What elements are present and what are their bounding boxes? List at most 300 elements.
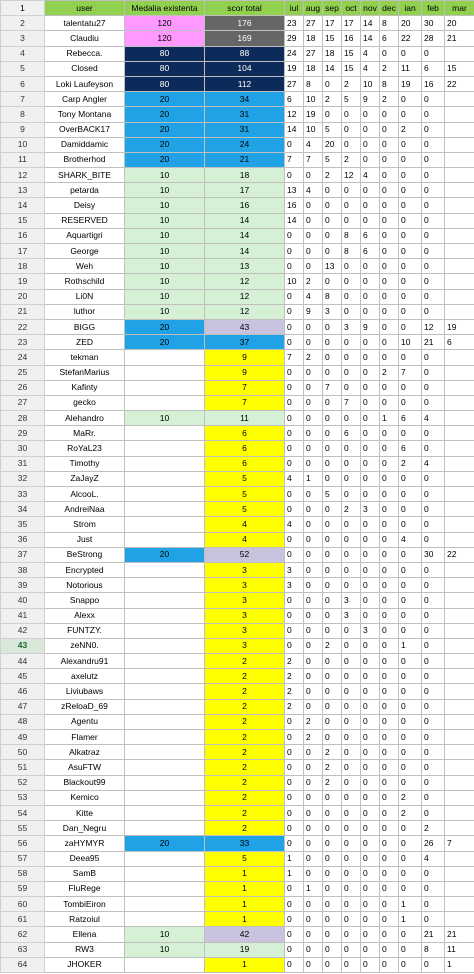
month-cell[interactable]: 0 [422,775,445,790]
row-number[interactable]: 18 [1,259,45,274]
month-cell[interactable]: 0 [399,593,422,608]
month-cell[interactable] [445,411,474,426]
month-cell[interactable]: 0 [342,866,361,881]
month-cell[interactable] [445,122,474,137]
month-cell[interactable]: 0 [285,821,304,836]
score-cell[interactable]: 1 [205,912,285,927]
month-cell[interactable]: 0 [323,471,342,486]
month-cell[interactable]: 0 [399,244,422,259]
month-cell[interactable]: 0 [285,623,304,638]
score-cell[interactable]: 2 [205,775,285,790]
month-cell[interactable]: 0 [399,471,422,486]
month-cell[interactable]: 7 [399,365,422,380]
user-cell[interactable]: Loki Laufeyson [45,76,125,91]
month-cell[interactable]: 0 [323,350,342,365]
header-month[interactable]: ian [399,1,422,16]
month-cell[interactable]: 0 [361,562,380,577]
month-cell[interactable]: 1 [285,866,304,881]
score-cell[interactable]: 6 [205,426,285,441]
month-cell[interactable] [445,365,474,380]
month-cell[interactable]: 2 [380,61,399,76]
month-cell[interactable]: 0 [304,638,323,653]
score-cell[interactable]: 12 [205,274,285,289]
medal-cell[interactable]: 10 [125,927,205,942]
month-cell[interactable]: 0 [342,441,361,456]
month-cell[interactable]: 0 [422,380,445,395]
score-cell[interactable]: 3 [205,638,285,653]
month-cell[interactable]: 3 [323,304,342,319]
score-cell[interactable]: 31 [205,107,285,122]
month-cell[interactable]: 0 [380,593,399,608]
month-cell[interactable]: 12 [285,107,304,122]
month-cell[interactable]: 0 [399,198,422,213]
month-cell[interactable]: 0 [380,897,399,912]
header-month[interactable]: aug [304,1,323,16]
row-number[interactable]: 44 [1,654,45,669]
month-cell[interactable]: 0 [399,107,422,122]
user-cell[interactable]: Damiddamic [45,137,125,152]
month-cell[interactable]: 0 [422,502,445,517]
month-cell[interactable]: 0 [285,259,304,274]
month-cell[interactable]: 6 [380,31,399,46]
month-cell[interactable]: 0 [285,426,304,441]
month-cell[interactable] [445,714,474,729]
month-cell[interactable]: 0 [304,259,323,274]
month-cell[interactable]: 0 [361,547,380,562]
month-cell[interactable]: 1 [285,851,304,866]
month-cell[interactable]: 0 [285,395,304,410]
row-number[interactable]: 20 [1,289,45,304]
month-cell[interactable]: 0 [399,684,422,699]
month-cell[interactable]: 0 [342,289,361,304]
month-cell[interactable]: 0 [342,274,361,289]
month-cell[interactable]: 3 [361,502,380,517]
month-cell[interactable]: 10 [399,335,422,350]
row-number[interactable]: 58 [1,866,45,881]
month-cell[interactable]: 0 [323,547,342,562]
medal-cell[interactable] [125,775,205,790]
month-cell[interactable]: 0 [399,487,422,502]
month-cell[interactable]: 9 [361,319,380,334]
user-cell[interactable]: luthor [45,304,125,319]
month-cell[interactable]: 0 [361,851,380,866]
month-cell[interactable]: 0 [380,289,399,304]
month-cell[interactable]: 0 [361,152,380,167]
month-cell[interactable]: 0 [380,168,399,183]
month-cell[interactable]: 0 [323,244,342,259]
month-cell[interactable]: 0 [422,289,445,304]
month-cell[interactable]: 23 [285,16,304,31]
month-cell[interactable]: 7 [323,380,342,395]
month-cell[interactable]: 12 [342,168,361,183]
month-cell[interactable]: 0 [323,274,342,289]
row-number[interactable]: 56 [1,836,45,851]
medal-cell[interactable] [125,380,205,395]
score-cell[interactable]: 52 [205,547,285,562]
month-cell[interactable]: 0 [399,213,422,228]
month-cell[interactable]: 2 [323,760,342,775]
month-cell[interactable]: 0 [304,411,323,426]
month-cell[interactable]: 0 [323,532,342,547]
month-cell[interactable]: 0 [380,714,399,729]
month-cell[interactable]: 17 [342,16,361,31]
month-cell[interactable]: 6 [285,92,304,107]
month-cell[interactable]: 0 [304,836,323,851]
month-cell[interactable] [445,168,474,183]
month-cell[interactable]: 0 [304,456,323,471]
month-cell[interactable]: 0 [342,669,361,684]
month-cell[interactable]: 0 [380,487,399,502]
row-number[interactable]: 51 [1,760,45,775]
month-cell[interactable]: 0 [399,274,422,289]
month-cell[interactable]: 0 [422,517,445,532]
month-cell[interactable]: 4 [361,61,380,76]
month-cell[interactable] [445,684,474,699]
user-cell[interactable]: Timothy [45,456,125,471]
row-number[interactable]: 12 [1,168,45,183]
month-cell[interactable]: 0 [399,319,422,334]
month-cell[interactable]: 0 [323,942,342,957]
month-cell[interactable] [445,152,474,167]
month-cell[interactable]: 0 [323,517,342,532]
score-cell[interactable]: 6 [205,441,285,456]
month-cell[interactable] [445,107,474,122]
medal-cell[interactable] [125,578,205,593]
medal-cell[interactable]: 120 [125,16,205,31]
month-cell[interactable]: 2 [399,805,422,820]
medal-cell[interactable] [125,623,205,638]
month-cell[interactable]: 0 [399,760,422,775]
medal-cell[interactable]: 10 [125,198,205,213]
month-cell[interactable]: 0 [304,532,323,547]
row-number[interactable]: 16 [1,228,45,243]
medal-cell[interactable]: 20 [125,152,205,167]
month-cell[interactable]: 0 [304,244,323,259]
month-cell[interactable]: 20 [323,137,342,152]
month-cell[interactable]: 2 [323,745,342,760]
month-cell[interactable]: 3 [361,623,380,638]
month-cell[interactable]: 0 [342,122,361,137]
month-cell[interactable]: 0 [285,411,304,426]
month-cell[interactable]: 0 [361,274,380,289]
user-cell[interactable]: FUNTZY. [45,623,125,638]
month-cell[interactable]: 16 [342,31,361,46]
month-cell[interactable]: 0 [285,502,304,517]
month-cell[interactable] [445,517,474,532]
month-cell[interactable] [445,380,474,395]
month-cell[interactable]: 0 [342,183,361,198]
user-cell[interactable]: George [45,244,125,259]
user-cell[interactable]: Snappo [45,593,125,608]
month-cell[interactable] [445,304,474,319]
month-cell[interactable]: 8 [323,289,342,304]
month-cell[interactable]: 22 [445,547,474,562]
month-cell[interactable]: 0 [422,137,445,152]
month-cell[interactable]: 14 [323,61,342,76]
month-cell[interactable]: 2 [304,350,323,365]
month-cell[interactable]: 0 [342,745,361,760]
month-cell[interactable]: 0 [380,805,399,820]
month-cell[interactable]: 0 [399,927,422,942]
medal-cell[interactable] [125,669,205,684]
month-cell[interactable] [445,562,474,577]
row-number[interactable]: 47 [1,699,45,714]
score-cell[interactable]: 2 [205,821,285,836]
month-cell[interactable]: 0 [342,517,361,532]
month-cell[interactable]: 5 [323,122,342,137]
row-number[interactable]: 55 [1,821,45,836]
month-cell[interactable]: 0 [304,957,323,972]
month-cell[interactable]: 12 [422,319,445,334]
month-cell[interactable]: 0 [361,699,380,714]
medal-cell[interactable]: 80 [125,46,205,61]
score-cell[interactable]: 16 [205,198,285,213]
medal-cell[interactable]: 20 [125,122,205,137]
score-cell[interactable]: 1 [205,897,285,912]
month-cell[interactable] [445,183,474,198]
month-cell[interactable]: 0 [285,836,304,851]
score-cell[interactable]: 2 [205,745,285,760]
month-cell[interactable]: 0 [422,790,445,805]
row-number[interactable]: 33 [1,487,45,502]
month-cell[interactable]: 0 [323,426,342,441]
month-cell[interactable]: 0 [380,441,399,456]
month-cell[interactable]: 0 [422,441,445,456]
score-cell[interactable]: 14 [205,244,285,259]
month-cell[interactable] [445,760,474,775]
month-cell[interactable]: 0 [361,532,380,547]
month-cell[interactable]: 0 [304,380,323,395]
medal-cell[interactable]: 10 [125,289,205,304]
month-cell[interactable]: 11 [445,942,474,957]
score-cell[interactable]: 13 [205,259,285,274]
month-cell[interactable]: 19 [285,61,304,76]
month-cell[interactable]: 0 [342,654,361,669]
month-cell[interactable]: 0 [380,304,399,319]
medal-cell[interactable] [125,957,205,972]
month-cell[interactable]: 0 [342,411,361,426]
month-cell[interactable]: 0 [285,168,304,183]
user-cell[interactable]: TombiEiron [45,897,125,912]
user-cell[interactable]: AndreiNaa [45,502,125,517]
month-cell[interactable]: 15 [342,61,361,76]
month-cell[interactable]: 0 [342,714,361,729]
month-cell[interactable]: 15 [323,31,342,46]
month-cell[interactable]: 27 [304,16,323,31]
user-cell[interactable]: SamB [45,866,125,881]
month-cell[interactable]: 0 [342,487,361,502]
month-cell[interactable]: 0 [304,897,323,912]
month-cell[interactable]: 0 [304,168,323,183]
month-cell[interactable]: 0 [285,441,304,456]
month-cell[interactable]: 13 [323,259,342,274]
month-cell[interactable]: 0 [361,487,380,502]
month-cell[interactable]: 0 [323,927,342,942]
month-cell[interactable]: 0 [399,866,422,881]
month-cell[interactable]: 0 [422,805,445,820]
score-cell[interactable]: 21 [205,152,285,167]
month-cell[interactable]: 0 [323,107,342,122]
month-cell[interactable]: 4 [422,456,445,471]
month-cell[interactable]: 3 [285,562,304,577]
month-cell[interactable]: 4 [361,46,380,61]
user-cell[interactable]: OverBACK17 [45,122,125,137]
month-cell[interactable]: 0 [285,593,304,608]
month-cell[interactable]: 0 [422,957,445,972]
month-cell[interactable]: 2 [323,775,342,790]
month-cell[interactable]: 0 [422,259,445,274]
score-cell[interactable]: 6 [205,456,285,471]
month-cell[interactable]: 2 [304,274,323,289]
row-number[interactable]: 63 [1,942,45,957]
row-number[interactable]: 49 [1,730,45,745]
month-cell[interactable]: 0 [361,745,380,760]
month-cell[interactable]: 0 [361,395,380,410]
user-cell[interactable]: zeNN0. [45,638,125,653]
month-cell[interactable]: 0 [380,547,399,562]
month-cell[interactable]: 7 [285,350,304,365]
month-cell[interactable]: 0 [380,730,399,745]
month-cell[interactable]: 0 [380,836,399,851]
month-cell[interactable]: 6 [399,411,422,426]
month-cell[interactable]: 0 [399,608,422,623]
month-cell[interactable]: 0 [380,426,399,441]
month-cell[interactable]: 0 [399,350,422,365]
row-number[interactable]: 28 [1,411,45,426]
month-cell[interactable]: 0 [304,213,323,228]
month-cell[interactable]: 0 [361,441,380,456]
medal-cell[interactable] [125,350,205,365]
medal-cell[interactable] [125,426,205,441]
month-cell[interactable]: 0 [361,365,380,380]
user-cell[interactable]: MaRr. [45,426,125,441]
row-number[interactable]: 64 [1,957,45,972]
month-cell[interactable]: 0 [323,684,342,699]
month-cell[interactable]: 0 [323,76,342,91]
month-cell[interactable]: 0 [323,213,342,228]
month-cell[interactable]: 0 [422,365,445,380]
month-cell[interactable]: 2 [399,456,422,471]
month-cell[interactable]: 0 [380,775,399,790]
month-cell[interactable] [445,654,474,669]
medal-cell[interactable] [125,714,205,729]
month-cell[interactable] [445,213,474,228]
month-cell[interactable]: 0 [422,745,445,760]
score-cell[interactable]: 4 [205,517,285,532]
user-cell[interactable]: petarda [45,183,125,198]
month-cell[interactable]: 0 [422,699,445,714]
month-cell[interactable]: 0 [285,137,304,152]
medal-cell[interactable]: 120 [125,31,205,46]
score-cell[interactable]: 2 [205,654,285,669]
month-cell[interactable]: 0 [323,699,342,714]
month-cell[interactable]: 0 [422,183,445,198]
row-number[interactable]: 1 [1,1,45,16]
month-cell[interactable]: 0 [422,654,445,669]
user-cell[interactable]: Weh [45,259,125,274]
month-cell[interactable]: 0 [399,289,422,304]
month-cell[interactable]: 0 [361,304,380,319]
month-cell[interactable]: 0 [380,669,399,684]
medal-cell[interactable]: 10 [125,183,205,198]
month-cell[interactable]: 0 [304,426,323,441]
month-cell[interactable]: 0 [422,46,445,61]
user-cell[interactable]: zReloaD_69 [45,699,125,714]
month-cell[interactable]: 0 [380,532,399,547]
medal-cell[interactable] [125,532,205,547]
row-number[interactable]: 43 [1,638,45,653]
medal-cell[interactable] [125,699,205,714]
medal-cell[interactable] [125,502,205,517]
row-number[interactable]: 45 [1,669,45,684]
month-cell[interactable]: 26 [422,836,445,851]
user-cell[interactable]: Tony Montana [45,107,125,122]
header-medal[interactable]: Medalia existenta [125,1,205,16]
score-cell[interactable]: 34 [205,92,285,107]
row-number[interactable]: 27 [1,395,45,410]
row-number[interactable]: 54 [1,805,45,820]
month-cell[interactable]: 0 [361,593,380,608]
month-cell[interactable]: 2 [304,714,323,729]
medal-cell[interactable]: 20 [125,137,205,152]
score-cell[interactable]: 7 [205,395,285,410]
month-cell[interactable]: 0 [380,335,399,350]
month-cell[interactable]: 0 [380,760,399,775]
month-cell[interactable]: 0 [422,198,445,213]
month-cell[interactable]: 0 [285,730,304,745]
header-month[interactable]: dec [380,1,399,16]
month-cell[interactable]: 4 [422,851,445,866]
month-cell[interactable] [445,441,474,456]
month-cell[interactable]: 0 [422,426,445,441]
month-cell[interactable]: 7 [445,836,474,851]
month-cell[interactable] [445,92,474,107]
month-cell[interactable]: 0 [323,441,342,456]
month-cell[interactable]: 20 [445,16,474,31]
score-cell[interactable]: 2 [205,730,285,745]
medal-cell[interactable]: 20 [125,547,205,562]
month-cell[interactable]: 0 [304,578,323,593]
month-cell[interactable]: 0 [422,304,445,319]
month-cell[interactable]: 0 [285,881,304,896]
month-cell[interactable]: 0 [361,775,380,790]
medal-cell[interactable] [125,654,205,669]
month-cell[interactable]: 0 [342,927,361,942]
user-cell[interactable]: Liviubaws [45,684,125,699]
month-cell[interactable]: 22 [445,76,474,91]
user-cell[interactable]: Dan_Negru [45,821,125,836]
month-cell[interactable]: 0 [380,471,399,486]
month-cell[interactable]: 0 [399,92,422,107]
month-cell[interactable]: 0 [380,274,399,289]
month-cell[interactable]: 0 [361,927,380,942]
user-cell[interactable]: RoYaL23 [45,441,125,456]
month-cell[interactable]: 0 [304,365,323,380]
month-cell[interactable]: 0 [342,213,361,228]
row-number[interactable]: 31 [1,456,45,471]
month-cell[interactable]: 9 [361,92,380,107]
month-cell[interactable]: 0 [285,608,304,623]
month-cell[interactable]: 0 [361,137,380,152]
month-cell[interactable]: 0 [422,912,445,927]
month-cell[interactable]: 20 [399,16,422,31]
user-cell[interactable]: Blackout99 [45,775,125,790]
month-cell[interactable]: 0 [323,897,342,912]
month-cell[interactable]: 0 [361,805,380,820]
month-cell[interactable]: 0 [361,912,380,927]
score-cell[interactable]: 17 [205,183,285,198]
month-cell[interactable]: 0 [422,213,445,228]
